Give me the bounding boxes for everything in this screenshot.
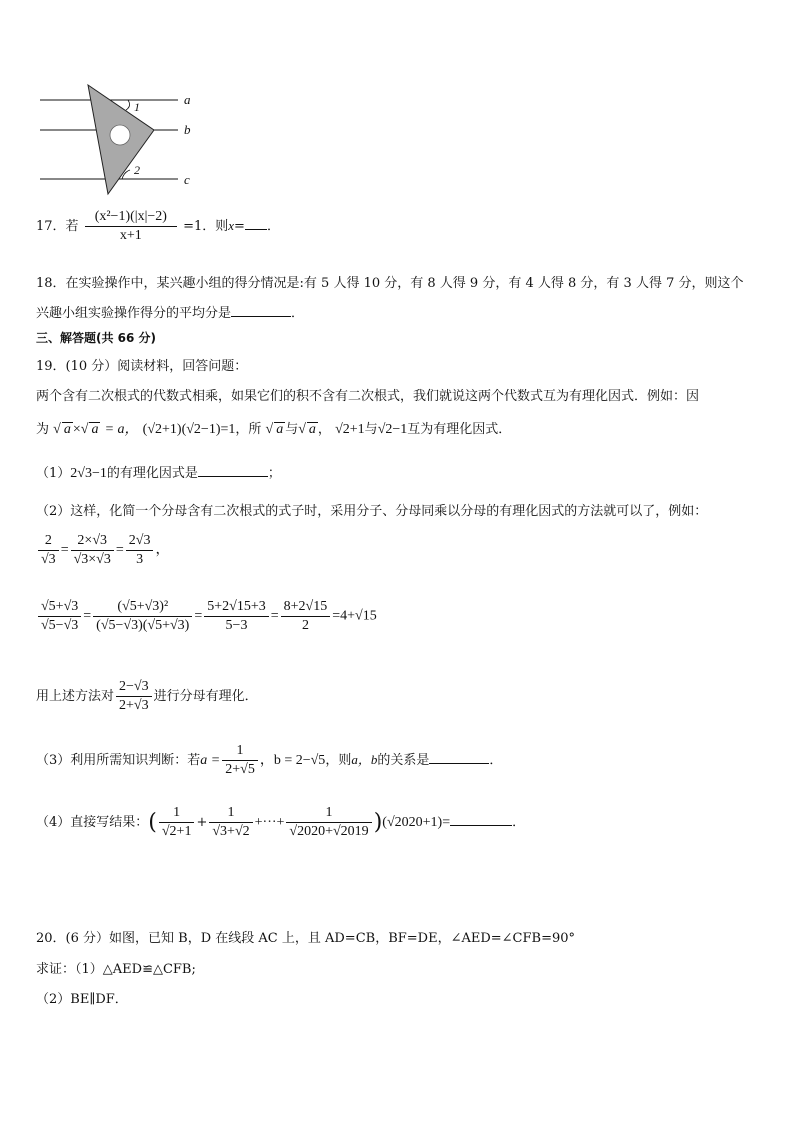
q17-denominator: x+1 <box>119 228 142 243</box>
q19-p3-then: ，则 <box>325 753 352 768</box>
ex1-num3: 2√3 <box>126 532 154 551</box>
q19-part2-text: （2）这样，化简一个分母含有二次根式的式子时，采用分子、分母同乘以分母的有理化因式的方法就可以了，例如： <box>36 504 708 519</box>
p4-t3-num: 1 <box>286 804 371 823</box>
q18-line2-suffix: ． <box>291 306 305 321</box>
q17-answer-blank[interactable] <box>245 217 267 230</box>
q19-part2-task <box>36 678 258 715</box>
ex1-num2: 2×√3 <box>71 532 114 551</box>
sqrt-a-2: √ a <box>81 422 101 437</box>
q19-p3-text: （3）利用所需知识判断：若 <box>36 753 201 768</box>
q17-prefix: 17．若 <box>36 219 79 234</box>
q19-p1-blank[interactable] <box>198 464 268 477</box>
ex2-den4: 2 <box>301 618 309 633</box>
question-18-line1: 18．在实验操作中，某兴趣小组的得分情况是:有 5 人得 10 分，有 8 人得 9 分，有 4 人得 8 分，有 3 人得 7 分，则这个 <box>36 276 744 291</box>
p4-factor: (√2020+1) <box>382 815 443 830</box>
q17-fraction <box>85 208 177 245</box>
sqrt-a-4: √ a <box>298 422 318 437</box>
q19-p1-text: 的有理化因式是 <box>106 466 198 481</box>
q19-example1: $\frac{2}{√3}$ = $\frac{2\times√3}{√3\times√3}$ = $\frac{2√3}{3}$ ， <box>36 532 169 569</box>
q19-task-prefix: 用上述方法对 <box>36 689 115 704</box>
parallel-lines-figure <box>36 82 206 202</box>
q19-ex-eq-a: = a， <box>104 422 139 437</box>
ex1-den2: √3×√3 <box>73 552 111 567</box>
q18-line2-prefix: 兴趣小组实验操作得分的平均分是 <box>36 306 232 321</box>
ex2-num4: 8+2√15 <box>281 598 331 617</box>
q19-ex-times: × <box>72 422 81 437</box>
p4-t1-num: 1 <box>159 804 195 823</box>
q19-p3-blank[interactable] <box>429 751 489 764</box>
q19-ex-tail: 互为有理化因式． <box>407 422 512 437</box>
q19-p3-rel: 的关系是 <box>377 753 430 768</box>
q19-example2: $\frac{√5+√3}{√5-√3}$ = $\frac{\text{(√5+√3)²}}{(√5-√3)(√5+√3)}$ = $\frac{5+2√15+3}{5-3}$ = $\frac{8+2√15}{2}$ =4+√15 <box>36 598 377 635</box>
ex2-num: √5+√3 <box>38 598 81 617</box>
q19-p3-end: ． <box>489 753 503 768</box>
ex2-num3: 5+2√15+3 <box>204 598 268 617</box>
p4-t2-den: √3+√2 <box>212 824 250 839</box>
p3-a-den: 2+√5 <box>225 762 255 777</box>
q20-line1: 20．(6 分）如图，已知 B，D 在线段 AC 上，且 AD=CB，BF=DE，∠AED=∠CFB=90° <box>36 931 576 946</box>
ex2-result: 4+√15 <box>340 608 377 624</box>
label-line-a: a <box>184 92 191 107</box>
angle-1-arc <box>126 100 130 110</box>
task-num: 2−√3 <box>116 678 152 697</box>
ex1-den3: 3 <box>136 552 144 567</box>
q19-ex-expr1: √2+1 <box>335 422 365 437</box>
sqrt-a-3: √ a <box>266 422 286 437</box>
q19-p4-blank[interactable] <box>450 813 512 826</box>
q19-example-line <box>36 418 511 438</box>
ex1-den: √3 <box>41 552 56 567</box>
q19-ex-yu: 与 <box>285 422 299 437</box>
p4-t2-num: 1 <box>209 804 252 823</box>
q17-var: x <box>228 218 235 233</box>
q19-ex-paren: (√2+1)(√2−1)=1 <box>142 422 236 437</box>
q19-p3-ab: a，b <box>351 752 378 767</box>
section-3-title: 三、解答题(共 66 分) <box>36 331 157 345</box>
p4-eq: = <box>442 815 451 830</box>
q19-p4-end: ． <box>512 815 526 830</box>
p4-t1-den: √2+1 <box>161 824 192 839</box>
q17-suffix: =1．则 <box>183 219 229 234</box>
question-18-line2 <box>36 302 304 321</box>
sqrt-a-1: √ a <box>53 422 73 437</box>
q19-part4: （4）直接写结果：( $\frac{1}{√2+1}$ + $\frac{1}{√3+√2}$ +···+ $\frac{1}{√2020+√2019}$ )(√2020+1)= ． <box>36 805 526 839</box>
q19-intro: 两个含有二次根式的代数式相乘，如果它们的积不含有二次根式，我们就说这两个代数式互为有理化因式．例如：因 <box>36 389 700 404</box>
label-line-b: b <box>184 122 191 137</box>
ex2-den: √5−√3 <box>41 618 79 633</box>
label-angle-1: 1 <box>134 100 140 114</box>
label-angle-2: 2 <box>134 163 140 177</box>
ex1-num: 2 <box>38 532 59 551</box>
label-line-c: c <box>184 172 190 187</box>
q20-line2: 求证：（1）△AED≌△CFB; <box>36 962 196 977</box>
question-17 <box>36 208 280 245</box>
triangle-hole <box>110 125 130 145</box>
q19-task-suffix: 进行分母有理化． <box>153 689 258 704</box>
p3-a-num: 1 <box>222 742 258 761</box>
q19-p1-expr: 2√3−1 <box>70 466 107 481</box>
q19-ex-comma2: ， <box>317 422 331 437</box>
q17-end: ． <box>266 219 280 234</box>
q18-answer-blank[interactable] <box>231 304 291 317</box>
q20-line3: （2）BE∥DF． <box>36 992 128 1007</box>
q17-eq: = <box>234 219 245 234</box>
q19-p1-end: ； <box>267 466 281 481</box>
q19-ex-wei: 为 <box>36 422 50 437</box>
q19-ex-yu2: 与 <box>364 422 378 437</box>
task-den: 2+√3 <box>119 698 149 713</box>
q19-p3-a-eq: a = <box>200 753 221 768</box>
q19-p1-label: （1） <box>36 466 71 481</box>
q19-header: 19．(10 分）阅读材料，回答问题： <box>36 359 248 374</box>
q19-p4-text: （4）直接写结果： <box>36 815 149 830</box>
q19-ex-comma: ，所 <box>235 422 262 437</box>
q19-ex-expr2: √2−1 <box>377 422 408 437</box>
q19-part1 <box>36 462 281 482</box>
q19-p3-b-eq: ，b = 2−√5 <box>259 753 326 768</box>
ex2-num2: (√5+√3)² <box>93 598 192 617</box>
p4-t3-den: √2020+√2019 <box>289 824 369 839</box>
q17-numerator: (x²−1)(|x|−2) <box>85 208 177 227</box>
p4-dots: +···+ <box>254 815 285 830</box>
ex2-den3: 5−3 <box>225 618 248 633</box>
ex2-den2: (√5−√3)(√5+√3) <box>96 618 190 633</box>
ex1-end: ， <box>155 542 170 558</box>
q19-part3 <box>36 742 502 779</box>
